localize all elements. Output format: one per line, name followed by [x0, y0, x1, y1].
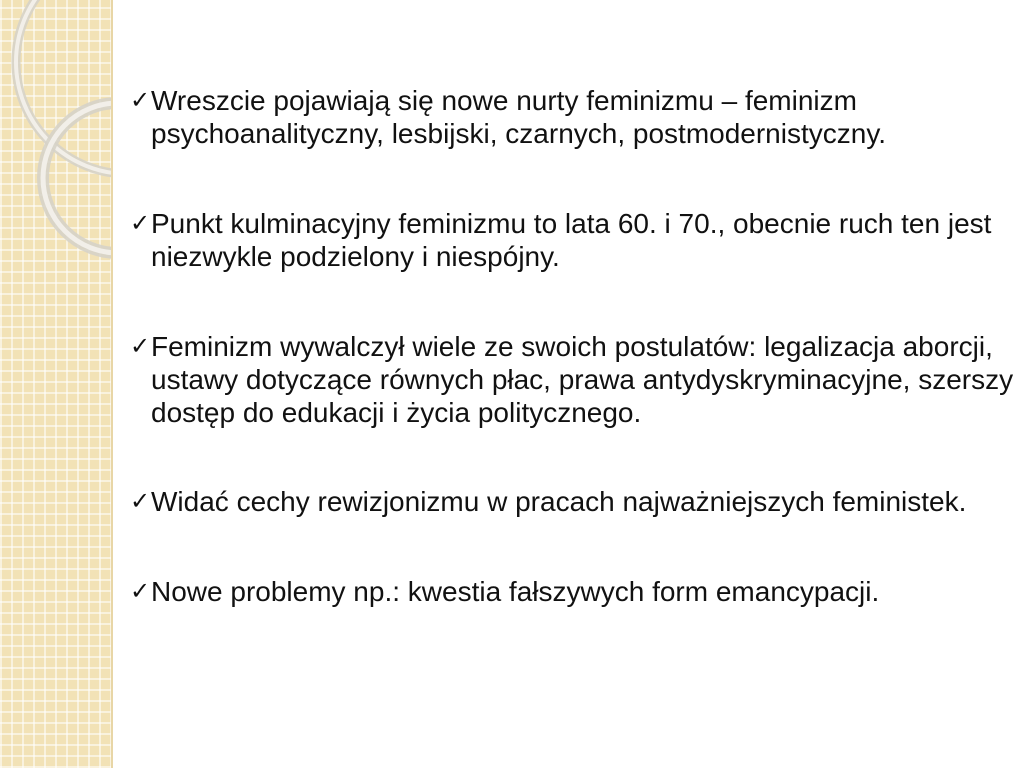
checkmark-icon: ✓: [130, 86, 151, 114]
checkmark-icon: ✓: [130, 577, 151, 605]
bullet-item: [130, 207, 1015, 273]
bullet-list: [130, 84, 1015, 665]
panel-edge: [111, 0, 113, 768]
decorative-side-panel: [0, 0, 113, 768]
checkmark-icon: ✓: [130, 209, 151, 237]
bullet-text: Punkt kulminacyjny feminizmu to lata 60. i 70., obecnie ruch ten jest niezwykle podzielony i niespójny.: [151, 208, 992, 272]
decorative-circles: [0, 0, 113, 768]
bullet-text: Feminizm wywalczył wiele ze swoich postulatów: legalizacja aborcji, ustawy dotyczące równych płac, prawa antydyskryminacyjne, szerszy dostęp do edukacji i życia politycznego.: [151, 331, 1014, 428]
bullet-item: [130, 84, 1015, 150]
bullet-item: [130, 330, 1015, 429]
bullet-text: Nowe problemy np.: kwestia fałszywych form emancypacji.: [151, 576, 880, 607]
bullet-item: [130, 575, 1015, 608]
checkmark-icon: ✓: [130, 487, 151, 515]
deco-circle-large-inner: [16, 0, 113, 174]
bullet-item: [130, 485, 1015, 518]
checkmark-icon: ✓: [130, 332, 151, 360]
bullet-text: Widać cechy rewizjonizmu w pracach najważniejszych feministek.: [151, 486, 967, 517]
deco-circle-large: [16, 0, 113, 174]
bullet-text: Wreszcie pojawiają się nowe nurty feminizmu – feminizm psychoanalityczny, lesbijski, czarnych, postmodernistyczny.: [151, 85, 887, 149]
deco-circle-small-inner: [43, 103, 113, 253]
deco-circle-small: [43, 103, 113, 253]
